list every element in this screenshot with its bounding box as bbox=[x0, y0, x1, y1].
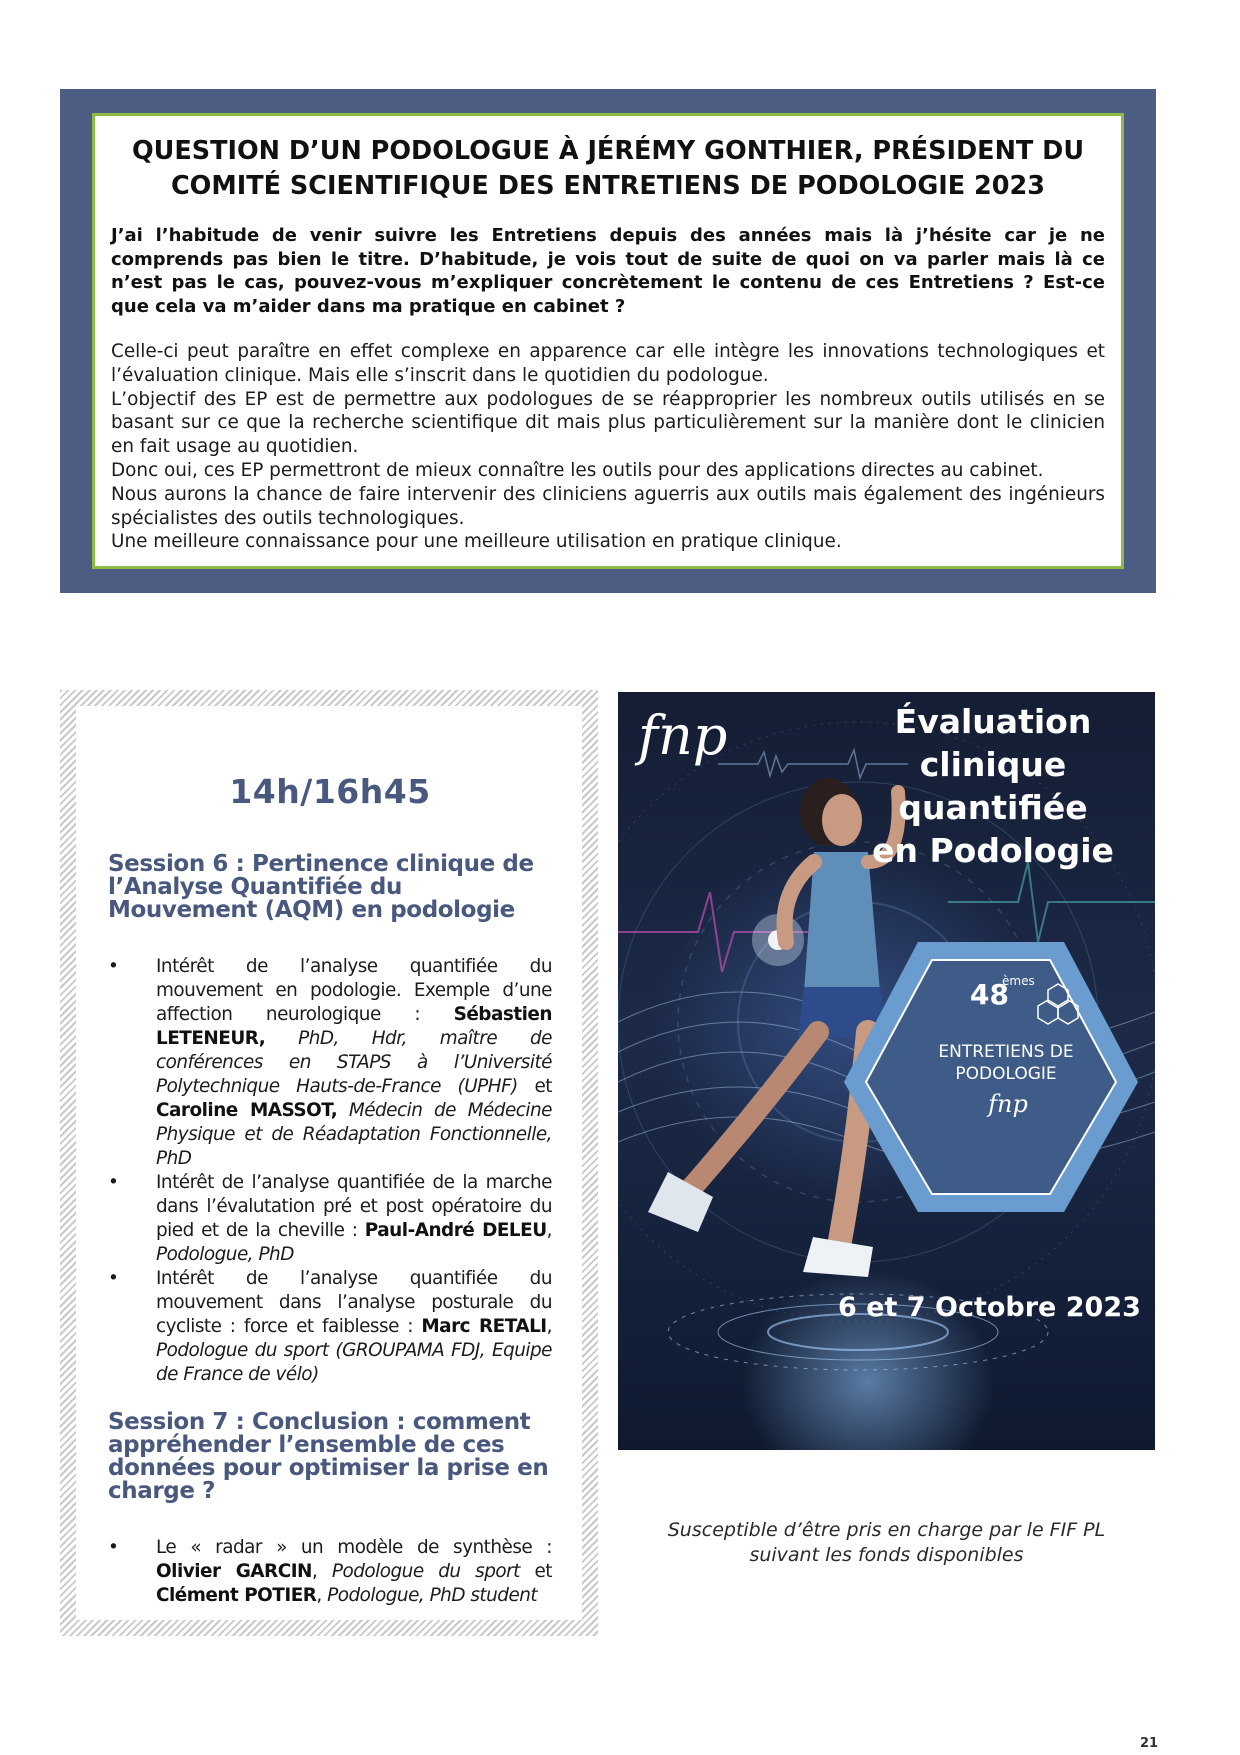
qa-answer bbox=[111, 340, 1105, 554]
speaker-name: Paul-André DELEU bbox=[364, 1220, 547, 1241]
badge-superscript: èmes bbox=[1002, 974, 1035, 988]
bullet: • bbox=[108, 1537, 119, 1558]
funding-caption bbox=[618, 1518, 1155, 1568]
speaker-name: Clément POTIER bbox=[156, 1585, 317, 1606]
badge-line: PODOLOGIE bbox=[955, 1064, 1057, 1084]
session-7-list bbox=[108, 1536, 552, 1608]
qa-answer-paragraph: L’objectif des EP est de permettre aux podologues de se réapproprier les nombreux outils utilisés en se basant sur ce que la recherche scientifique dit mais plus particulièrement sur la manière dont le clinicien en fait usage au quotidien. bbox=[111, 388, 1105, 458]
event-poster bbox=[618, 692, 1155, 1450]
programme-box bbox=[60, 690, 598, 1636]
speaker-role: Podologue du sport (GROUPAMA FDJ, Equipe de France de vélo) bbox=[156, 1340, 552, 1385]
conjunction: et bbox=[519, 1561, 552, 1582]
poster-title-line: en Podologie bbox=[872, 831, 1114, 870]
bullet: • bbox=[108, 956, 119, 977]
speaker-role: Podologue, PhD bbox=[156, 1244, 294, 1265]
item-text: Intérêt de l’analyse quantifiée de la marche dans l’évalutation pré et post opératoire du pied et de la cheville : bbox=[156, 1172, 552, 1241]
qa-box bbox=[60, 89, 1156, 593]
caption-line: suivant les fonds disponibles bbox=[749, 1544, 1024, 1566]
qa-box-inner bbox=[92, 113, 1124, 569]
item-text: Intérêt de l’analyse quantifiée du mouvement dans l’analyse posturale du cycliste : force et faiblesse : bbox=[156, 1268, 552, 1337]
poster-title-line: quantifiée bbox=[898, 788, 1088, 827]
qa-answer-paragraph: Donc oui, ces EP permettront de mieux connaître les outils pour des applications directes au cabinet. bbox=[111, 459, 1044, 481]
session-6-list bbox=[108, 955, 552, 1387]
page-number: 21 bbox=[1140, 1736, 1159, 1751]
qa-answer-paragraph: Celle-ci peut paraître en effet complexe en apparence car elle intègre les innovations technologiques et l’évaluation clinique. Mais elle s’inscrit dans le quotidien du podologue. bbox=[111, 341, 1105, 386]
session-7-title: Session 7 : Conclusion : comment appréhender l’ensemble de ces données pour optimiser la prise en charge ? bbox=[108, 1409, 549, 1504]
fnp-logo: fnp bbox=[638, 704, 728, 767]
speaker-name: Caroline MASSOT, bbox=[156, 1100, 338, 1121]
qa-title bbox=[111, 134, 1105, 204]
poster-title bbox=[853, 700, 1133, 872]
poster-title-line: clinique bbox=[919, 745, 1067, 784]
item-text: Le « radar » un modèle de synthèse : bbox=[156, 1537, 552, 1558]
session-time: 14h/16h45 bbox=[229, 772, 431, 811]
badge-line: ENTRETIENS DE bbox=[938, 1042, 1074, 1062]
speaker-role: Podologue du sport bbox=[331, 1561, 520, 1582]
list-item: • Intérêt de l’analyse quantifiée de la marche dans l’évalutation pré et post opératoire du pied et de la cheville : Paul-André DELEU, Podologue, PhD bbox=[108, 1172, 552, 1265]
event-date: 6 et 7 Octobre 2023 bbox=[838, 1292, 1141, 1323]
speaker-name: Olivier GARCIN bbox=[156, 1561, 312, 1582]
list-item bbox=[108, 955, 552, 1171]
programme-box-inner bbox=[76, 706, 582, 1620]
qa-title-line2: COMITÉ SCIENTIFIQUE DES ENTRETIENS DE PODOLOGIE 2023 bbox=[170, 171, 1046, 201]
speaker-role: PhD, Hdr, maître de conférences en STAPS à l’Université Polytechnique Hauts-de-France (UPHF) bbox=[156, 1028, 552, 1097]
item-text: Intérêt de l’analyse quantifiée du mouvement en podologie. Exemple d’une affection neurologique : bbox=[156, 956, 552, 1025]
badge-fnp-logo: fnp bbox=[988, 1090, 1028, 1118]
qa-title-line1: QUESTION D’UN PODOLOGUE À JÉRÉMY GONTHIER, PRÉSIDENT DU bbox=[131, 136, 1085, 166]
speaker-role: Médecin de Médecine Physique et de Réadaptation Fonctionnelle, PhD bbox=[156, 1100, 552, 1169]
qa-answer-paragraph: Une meilleure connaissance pour une meilleure utilisation en pratique clinique. bbox=[111, 531, 842, 553]
speaker-role: Podologue, PhD student bbox=[327, 1585, 538, 1606]
session-6-title: Session 6 : Pertinence clinique de l’Analyse Quantifiée du Mouvement (AQM) en podologie bbox=[108, 851, 534, 923]
list-item: • Le « radar » un modèle de synthèse : Olivier GARCIN, Podologue du sport et Clément POTIER, Podologue, PhD student bbox=[108, 1537, 552, 1606]
badge-number: 48 bbox=[970, 978, 1009, 1011]
speaker-name: Sébastien LETENEUR, bbox=[156, 1004, 552, 1049]
qa-answer-paragraph: Nous aurons la chance de faire intervenir des cliniciens aguerris aux outils mais également des ingénieurs spécialistes des outils technologiques. bbox=[111, 483, 1105, 529]
bullet: • bbox=[108, 1268, 119, 1289]
list-item: • Intérêt de l’analyse quantifiée du mouvement dans l’analyse posturale du cycliste : force et faiblesse : Marc RETALI, Podologue du sport (GROUPAMA FDJ, Equipe de France de vélo) bbox=[108, 1268, 552, 1385]
qa-question: J’ai l’habitude de venir suivre les Entretiens depuis des années mais là j’hésite car je ne comprends pas bien le titre. D’habitude, je vois tout de suite de quoi on va parler mais là ce n’est pas le cas, pouvez-vous m’expliquer concrètement le contenu de ces Entretiens ? Est-ce que cela va m’aider dans ma pratique en cabinet ? bbox=[111, 225, 1105, 317]
bullet: • bbox=[108, 1172, 119, 1193]
speaker-name: Marc RETALI bbox=[421, 1316, 547, 1337]
caption-line: Susceptible d’être pris en charge par le FIF PL bbox=[667, 1519, 1106, 1541]
poster-title-line: Évaluation bbox=[894, 702, 1092, 741]
conjunction: et bbox=[517, 1076, 552, 1097]
